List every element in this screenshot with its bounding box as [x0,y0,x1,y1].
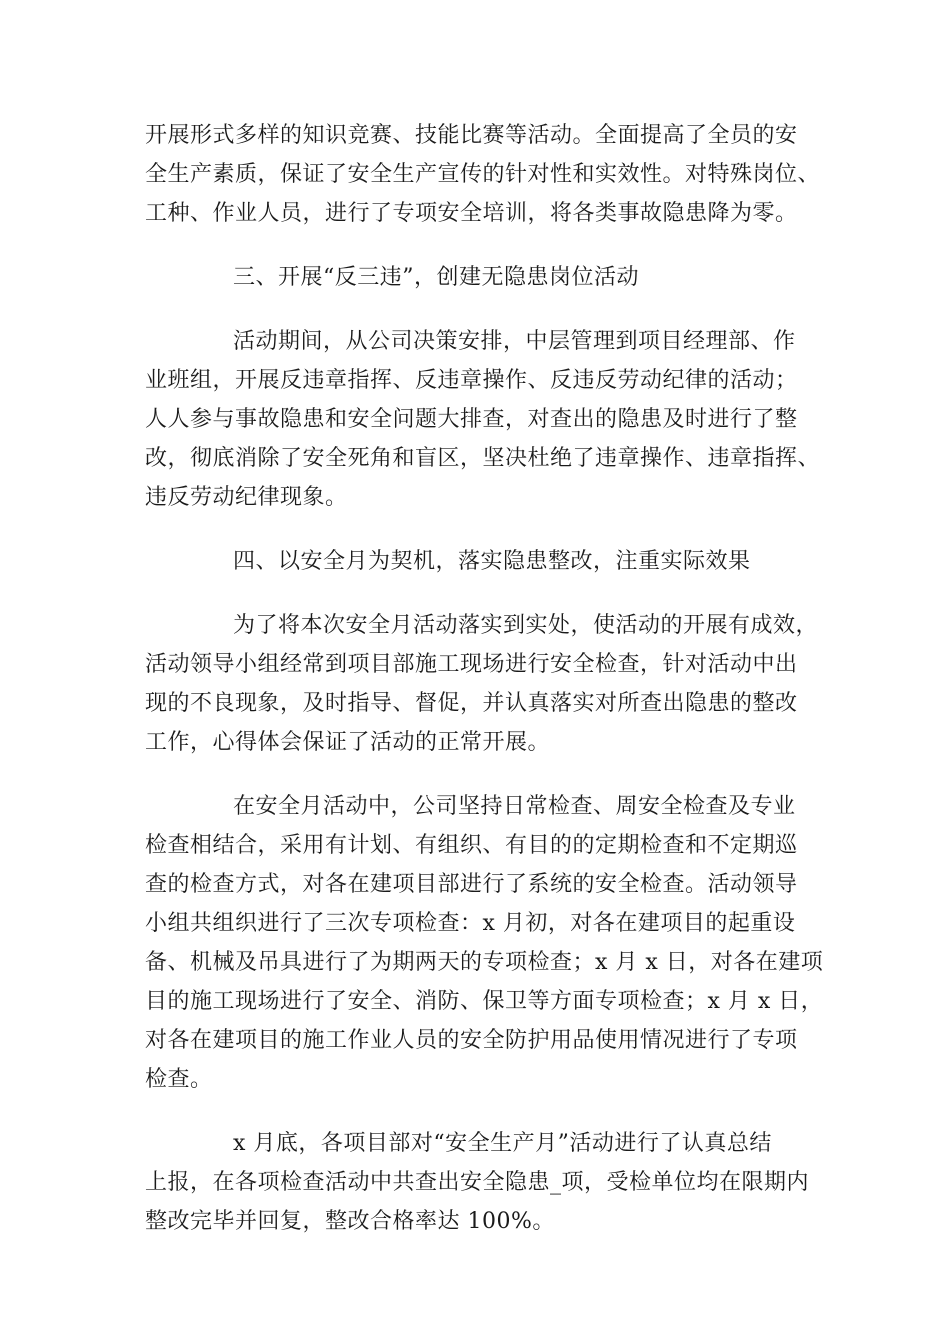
text-line: 备、机械及吊具进行了为期两天的专项检查；x 月 x 日，对各在建项 [145,950,824,975]
text-line: 活动领导小组经常到项目部施工现场进行安全检查，针对活动中出 [145,652,798,677]
text-line: 小组共组织进行了三次专项检查：x 月初，对各在建项目的起重设 [145,911,796,936]
text-line: 检查。 [145,1067,213,1092]
section-heading [145,258,810,297]
text-line: 工种、作业人员，进行了专项安全培训，将各类事故隐患降为零。 [145,201,798,226]
heading-text: 四、以安全月为契机，落实隐患整改，注重实际效果 [233,549,751,574]
text-line: 开展形式多样的知识竞赛、技能比赛等活动。全面提高了全员的安 [145,123,798,148]
text-line: 违反劳动纪律现象。 [145,485,348,510]
section-heading [145,542,810,581]
text-line: 改，彻底消除了安全死角和盲区，坚决杜绝了违章操作、违章指挥、 [145,446,821,471]
text-line: 上报，在各项检查活动中共查出安全隐患_项，受检单位均在限期内 [145,1170,810,1195]
paragraph [145,1124,810,1241]
text-line: 在安全月活动中，公司坚持日常检查、周安全检查及专业 [233,794,796,819]
text-line: 工作，心得体会保证了活动的正常开展。 [145,730,551,755]
text-line: 为了将本次安全月活动落实到实处，使活动的开展有成效， [233,613,819,638]
heading-text: 三、开展“反三违”，创建无隐患岗位活动 [233,265,639,290]
text-line: x 月底，各项目部对“安全生产月”活动进行了认真总结 [233,1131,772,1156]
paragraph [145,606,819,762]
text-line: 业班组，开展反违章指挥、反违章操作、反违反劳动纪律的活动； [145,368,798,393]
paragraph [145,116,821,233]
text-line: 检查相结合，采用有计划、有组织、有目的的定期检查和不定期巡 [145,833,798,858]
text-line: 对各在建项目的施工作业人员的安全防护用品使用情况进行了专项 [145,1028,798,1053]
text-line: 目的施工现场进行了安全、消防、保卫等方面专项检查；x 月 x 日， [145,989,824,1014]
text-line: 全生产素质，保证了安全生产宣传的针对性和实效性。对特殊岗位、 [145,162,821,187]
document-page [145,116,824,1241]
text-line: 现的不良现象，及时指导、督促，并认真落实对所查出隐患的整改 [145,691,798,716]
text-line: 查的检查方式，对各在建项目部进行了系统的安全检查。活动领导 [145,872,798,897]
paragraph [145,322,821,517]
text-line: 人人参与事故隐患和安全问题大排查，对查出的隐患及时进行了整 [145,407,798,432]
paragraph [145,787,824,1099]
text-line: 活动期间，从公司决策安排，中层管理到项目经理部、作 [233,329,796,354]
text-line: 整改完毕并回复，整改合格率达 100%。 [145,1209,555,1234]
